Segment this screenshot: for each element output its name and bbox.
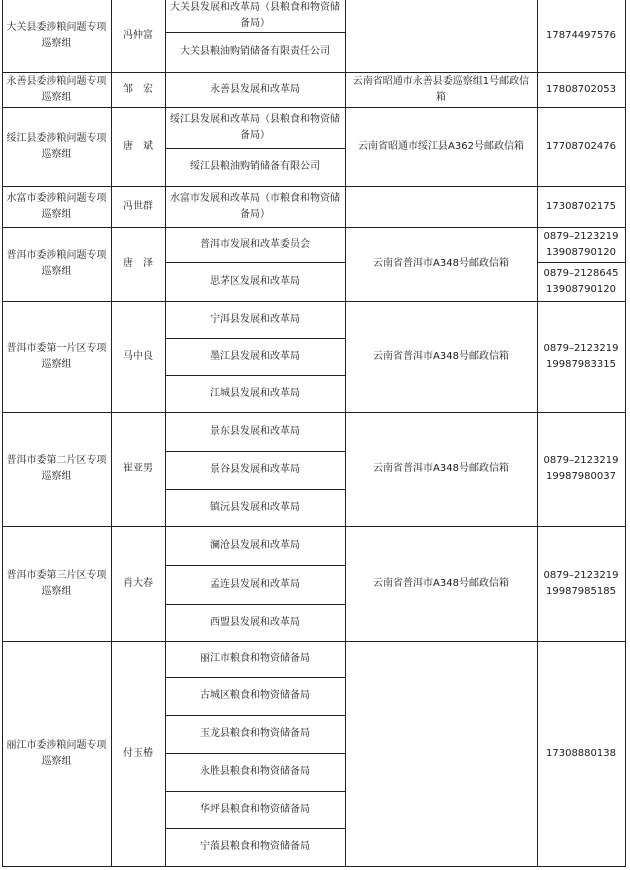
unit-name-text: 绥江县发展和改革局（县粮食和物资储备局） bbox=[170, 113, 340, 141]
mailbox-address bbox=[345, 526, 537, 641]
group-name-text: 大关县委涉粮问题专项巡察组 bbox=[6, 22, 107, 49]
phone-number bbox=[537, 526, 625, 641]
unit-name-text: 镇沅县发展和改革局 bbox=[210, 501, 300, 513]
grid-vline-5 bbox=[625, 0, 626, 867]
group-name-text: 普洱市委涉粮问题专项巡察组 bbox=[6, 250, 107, 277]
row-border-8 bbox=[2, 866, 626, 867]
unit-name bbox=[165, 107, 345, 148]
unit-name bbox=[165, 227, 345, 262]
leader-name-text: 邹 宏 bbox=[123, 83, 153, 95]
phone-number bbox=[537, 227, 625, 262]
unit-name bbox=[165, 489, 345, 526]
unit-name bbox=[165, 604, 345, 641]
phone-number bbox=[537, 186, 625, 227]
unit-name bbox=[165, 375, 345, 412]
unit-name-text: 古城区粮食和物资储备局 bbox=[200, 690, 310, 701]
unit-name-text: 墨江县发展和改革局 bbox=[210, 350, 300, 362]
unit-name-text: 孟连县发展和改革局 bbox=[210, 578, 300, 590]
group-name bbox=[2, 186, 111, 227]
phone-number-text: 0879–2123219 19987980037 bbox=[543, 455, 619, 482]
group-name bbox=[2, 641, 111, 866]
phone-number-text: 0879–2123219 13908790120 bbox=[543, 230, 619, 258]
mailbox-address bbox=[345, 0, 537, 72]
mailbox-address bbox=[345, 412, 537, 526]
unit-name bbox=[165, 72, 345, 107]
mailbox-address bbox=[345, 107, 537, 186]
unit-name bbox=[165, 338, 345, 375]
phone-number bbox=[537, 107, 625, 186]
unit-name-text: 西盟县发展和改革局 bbox=[210, 616, 300, 628]
group-name-text: 永善县委涉粮问题专项巡察组 bbox=[6, 75, 107, 103]
group-name bbox=[2, 526, 111, 641]
phone-number-text: 0879–2123219 19987985185 bbox=[543, 569, 619, 597]
unit-name-text: 永善县发展和改革局 bbox=[210, 83, 300, 95]
unit-name bbox=[165, 715, 345, 753]
phone-number bbox=[537, 641, 625, 866]
unit-name bbox=[165, 262, 345, 301]
phone-number-text: 0879–2128645 13908790120 bbox=[543, 267, 619, 295]
group-name bbox=[2, 72, 111, 107]
unit-name-text: 景东县发展和改革局 bbox=[210, 425, 300, 437]
group-name bbox=[2, 412, 111, 526]
phone-number-text: 0879–2123219 19987983315 bbox=[543, 342, 619, 370]
leader-name-text: 唐 泽 bbox=[123, 258, 153, 269]
leader-name-text: 马中良 bbox=[123, 350, 153, 362]
group-name-text: 普洱市委第一片区专项巡察组 bbox=[6, 342, 107, 370]
unit-name bbox=[165, 565, 345, 604]
phone-number bbox=[537, 301, 625, 412]
unit-name-text: 丽江市粮食和物资储备局 bbox=[200, 653, 310, 664]
mailbox-address bbox=[345, 186, 537, 227]
mailbox-address-text: 云南省普洱市A348号邮政信箱 bbox=[373, 577, 509, 589]
group-name bbox=[2, 107, 111, 186]
mailbox-address bbox=[345, 301, 537, 412]
phone-number-text: 17874497576 bbox=[546, 30, 616, 41]
unit-name-text: 宁蒗县粮食和物资储备局 bbox=[200, 841, 310, 852]
unit-name bbox=[165, 753, 345, 791]
mailbox-address bbox=[345, 72, 537, 107]
unit-name bbox=[165, 828, 345, 866]
unit-name-text: 江城县发展和改革局 bbox=[210, 387, 300, 399]
phone-number bbox=[537, 0, 625, 72]
mailbox-address-text: 云南省昭通市绥江县A362号邮政信箱 bbox=[358, 140, 524, 152]
unit-name bbox=[165, 0, 345, 32]
phone-number-text: 17308702175 bbox=[546, 200, 616, 212]
unit-name bbox=[165, 148, 345, 186]
leader-name bbox=[111, 301, 165, 412]
unit-name bbox=[165, 32, 345, 72]
leader-name bbox=[111, 186, 165, 227]
leader-name bbox=[111, 72, 165, 107]
unit-name bbox=[165, 526, 345, 565]
group-name-text: 绥江县委涉粮问题专项巡察组 bbox=[6, 132, 107, 160]
unit-name bbox=[165, 641, 345, 677]
unit-name-text: 景谷县发展和改革局 bbox=[210, 464, 300, 475]
group-name bbox=[2, 227, 111, 301]
leader-name-text: 唐 斌 bbox=[123, 140, 153, 152]
phone-number-text: 17808702053 bbox=[546, 83, 616, 95]
phone-number bbox=[537, 412, 625, 526]
group-name bbox=[2, 301, 111, 412]
mailbox-address-text: 云南省普洱市A348号邮政信箱 bbox=[373, 463, 509, 474]
unit-name-text: 永胜县粮食和物资储备局 bbox=[200, 766, 310, 777]
unit-name-text: 绥江县粮油购销储备有限公司 bbox=[190, 161, 320, 172]
mailbox-address bbox=[345, 227, 537, 301]
leader-name-text: 付玉椿 bbox=[123, 747, 153, 759]
phone-number bbox=[537, 262, 625, 301]
leader-name bbox=[111, 227, 165, 301]
unit-name-text: 宁洱县发展和改革局 bbox=[210, 313, 300, 325]
unit-name bbox=[165, 186, 345, 227]
mailbox-address-text: 云南省昭通市永善县委巡察组1号邮政信箱 bbox=[352, 75, 530, 103]
leader-name-text: 冯仲富 bbox=[123, 30, 153, 41]
phone-number-text: 17308880138 bbox=[546, 747, 616, 759]
mailbox-address-text: 云南省普洱市A348号邮政信箱 bbox=[373, 258, 509, 269]
unit-name bbox=[165, 791, 345, 828]
unit-name bbox=[165, 301, 345, 338]
leader-name bbox=[111, 526, 165, 641]
mailbox-address-text: 云南省普洱市A348号邮政信箱 bbox=[373, 350, 509, 362]
leader-name-text: 崔亚男 bbox=[123, 463, 153, 474]
phone-number bbox=[537, 72, 625, 107]
leader-name bbox=[111, 412, 165, 526]
group-name-text: 普洱市委第三片区专项巡察组 bbox=[6, 569, 107, 597]
leader-name bbox=[111, 0, 165, 72]
leader-name-text: 肖大春 bbox=[123, 577, 153, 589]
unit-name-text: 大关县发展和改革局（县粮食和物资储备局） bbox=[170, 2, 340, 29]
unit-name bbox=[165, 412, 345, 451]
group-name bbox=[2, 0, 111, 72]
leader-name bbox=[111, 641, 165, 866]
unit-name-text: 水富市发展和改革局（市粮食和物资储备局） bbox=[170, 192, 340, 220]
group-name-text: 普洱市委第二片区专项巡察组 bbox=[6, 455, 107, 482]
phone-number-text: 17708702476 bbox=[546, 140, 616, 152]
group-name-text: 丽江市委涉粮问题专项巡察组 bbox=[6, 739, 107, 767]
unit-name-text: 华坪县粮食和物资储备局 bbox=[200, 803, 310, 815]
unit-name-text: 思茅区发展和改革局 bbox=[210, 275, 300, 287]
unit-name-text: 玉龙县粮食和物资储备局 bbox=[200, 728, 310, 739]
unit-name-text: 澜沧县发展和改革局 bbox=[210, 539, 300, 551]
group-name-text: 水富市委涉粮问题专项巡察组 bbox=[6, 192, 107, 220]
unit-name bbox=[165, 677, 345, 715]
mailbox-address bbox=[345, 641, 537, 866]
leader-name-text: 冯世群 bbox=[123, 200, 153, 212]
leader-name bbox=[111, 107, 165, 186]
unit-name bbox=[165, 451, 345, 489]
unit-name-text: 普洱市发展和改革委员会 bbox=[200, 238, 310, 250]
unit-name-text: 大关县粮油购销储备有限责任公司 bbox=[180, 46, 330, 57]
